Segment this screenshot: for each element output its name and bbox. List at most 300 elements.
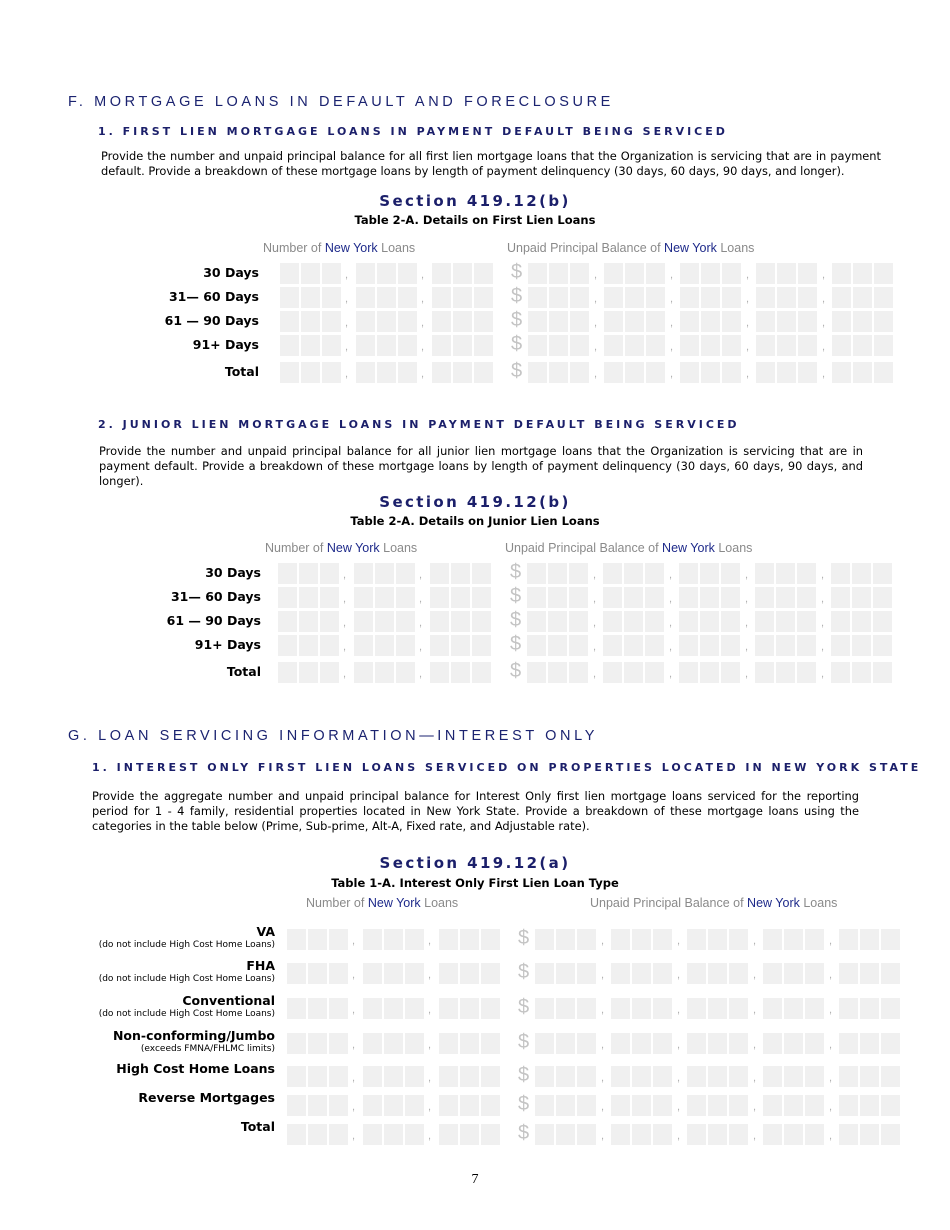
count-digit-box[interactable]: [308, 1095, 327, 1116]
count-digit-box[interactable]: [308, 998, 327, 1019]
count-digit-box[interactable]: [329, 998, 348, 1019]
loan-count-field[interactable]: [287, 1066, 502, 1087]
balance-digit-box[interactable]: [625, 263, 644, 284]
balance-digit-box[interactable]: [722, 263, 741, 284]
count-digit-box[interactable]: [481, 1095, 500, 1116]
count-digit-box[interactable]: [460, 929, 479, 950]
balance-digit-box[interactable]: [852, 662, 871, 683]
count-digit-box[interactable]: [451, 563, 470, 584]
count-digit-box[interactable]: [439, 1095, 458, 1116]
count-digit-box[interactable]: [405, 929, 424, 950]
balance-digit-box[interactable]: [708, 963, 727, 984]
balance-digit-box[interactable]: [832, 311, 851, 332]
count-digit-box[interactable]: [299, 587, 318, 608]
balance-digit-box[interactable]: [776, 587, 795, 608]
balance-digit-box[interactable]: [527, 611, 546, 632]
balance-digit-box[interactable]: [860, 929, 879, 950]
count-digit-box[interactable]: [439, 929, 458, 950]
count-digit-box[interactable]: [384, 1066, 403, 1087]
balance-digit-box[interactable]: [700, 587, 719, 608]
balance-digit-box[interactable]: [763, 929, 782, 950]
balance-digit-box[interactable]: [873, 563, 892, 584]
count-digit-box[interactable]: [299, 563, 318, 584]
balance-digit-box[interactable]: [679, 611, 698, 632]
balance-field[interactable]: [518, 963, 918, 984]
balance-digit-box[interactable]: [680, 263, 699, 284]
count-digit-box[interactable]: [356, 311, 375, 332]
balance-digit-box[interactable]: [874, 362, 893, 383]
balance-digit-box[interactable]: [646, 335, 665, 356]
balance-digit-box[interactable]: [528, 287, 547, 308]
balance-digit-box[interactable]: [603, 563, 622, 584]
count-digit-box[interactable]: [439, 1124, 458, 1145]
balance-digit-box[interactable]: [577, 929, 596, 950]
balance-digit-box[interactable]: [839, 963, 858, 984]
count-digit-box[interactable]: [384, 963, 403, 984]
count-digit-box[interactable]: [405, 1124, 424, 1145]
balance-digit-box[interactable]: [805, 1095, 824, 1116]
balance-digit-box[interactable]: [653, 929, 672, 950]
balance-digit-box[interactable]: [852, 563, 871, 584]
balance-digit-box[interactable]: [701, 362, 720, 383]
balance-digit-box[interactable]: [722, 311, 741, 332]
count-digit-box[interactable]: [453, 287, 472, 308]
count-digit-box[interactable]: [280, 263, 299, 284]
count-digit-box[interactable]: [287, 929, 306, 950]
balance-digit-box[interactable]: [646, 362, 665, 383]
balance-digit-box[interactable]: [873, 635, 892, 656]
count-digit-box[interactable]: [432, 287, 451, 308]
loan-count-field[interactable]: [278, 587, 493, 608]
balance-digit-box[interactable]: [797, 563, 816, 584]
balance-digit-box[interactable]: [873, 587, 892, 608]
balance-digit-box[interactable]: [853, 362, 872, 383]
balance-digit-box[interactable]: [569, 635, 588, 656]
balance-digit-box[interactable]: [701, 287, 720, 308]
balance-digit-box[interactable]: [687, 1033, 706, 1054]
balance-digit-box[interactable]: [756, 335, 775, 356]
count-digit-box[interactable]: [329, 1033, 348, 1054]
balance-digit-box[interactable]: [784, 998, 803, 1019]
count-digit-box[interactable]: [354, 587, 373, 608]
count-digit-box[interactable]: [320, 563, 339, 584]
count-digit-box[interactable]: [453, 311, 472, 332]
balance-digit-box[interactable]: [604, 335, 623, 356]
count-digit-box[interactable]: [322, 311, 341, 332]
balance-digit-box[interactable]: [632, 998, 651, 1019]
balance-digit-box[interactable]: [611, 1124, 630, 1145]
balance-digit-box[interactable]: [763, 1095, 782, 1116]
loan-count-field[interactable]: [280, 311, 495, 332]
balance-digit-box[interactable]: [645, 587, 664, 608]
balance-digit-box[interactable]: [570, 287, 589, 308]
count-digit-box[interactable]: [299, 662, 318, 683]
balance-digit-box[interactable]: [729, 1066, 748, 1087]
count-digit-box[interactable]: [405, 998, 424, 1019]
balance-digit-box[interactable]: [784, 1033, 803, 1054]
balance-digit-box[interactable]: [881, 1033, 900, 1054]
balance-digit-box[interactable]: [632, 929, 651, 950]
count-digit-box[interactable]: [322, 362, 341, 383]
balance-field[interactable]: [511, 311, 911, 332]
count-digit-box[interactable]: [451, 635, 470, 656]
balance-digit-box[interactable]: [853, 335, 872, 356]
balance-field[interactable]: [518, 1124, 918, 1145]
balance-digit-box[interactable]: [548, 635, 567, 656]
balance-digit-box[interactable]: [569, 587, 588, 608]
count-digit-box[interactable]: [398, 362, 417, 383]
count-digit-box[interactable]: [375, 635, 394, 656]
balance-digit-box[interactable]: [881, 929, 900, 950]
balance-digit-box[interactable]: [603, 662, 622, 683]
balance-digit-box[interactable]: [700, 611, 719, 632]
balance-digit-box[interactable]: [687, 1066, 706, 1087]
count-digit-box[interactable]: [432, 335, 451, 356]
balance-digit-box[interactable]: [831, 635, 850, 656]
count-digit-box[interactable]: [451, 587, 470, 608]
balance-digit-box[interactable]: [832, 263, 851, 284]
balance-digit-box[interactable]: [646, 287, 665, 308]
balance-digit-box[interactable]: [756, 287, 775, 308]
count-digit-box[interactable]: [301, 335, 320, 356]
balance-digit-box[interactable]: [777, 335, 796, 356]
count-digit-box[interactable]: [363, 1124, 382, 1145]
count-digit-box[interactable]: [301, 287, 320, 308]
balance-digit-box[interactable]: [645, 662, 664, 683]
balance-digit-box[interactable]: [721, 563, 740, 584]
count-digit-box[interactable]: [322, 263, 341, 284]
balance-digit-box[interactable]: [549, 287, 568, 308]
balance-digit-box[interactable]: [776, 662, 795, 683]
count-digit-box[interactable]: [377, 287, 396, 308]
balance-digit-box[interactable]: [776, 563, 795, 584]
count-digit-box[interactable]: [398, 335, 417, 356]
count-digit-box[interactable]: [453, 263, 472, 284]
balance-digit-box[interactable]: [805, 929, 824, 950]
balance-digit-box[interactable]: [527, 563, 546, 584]
balance-digit-box[interactable]: [777, 287, 796, 308]
count-digit-box[interactable]: [405, 1033, 424, 1054]
balance-digit-box[interactable]: [653, 963, 672, 984]
balance-field[interactable]: [510, 587, 910, 608]
balance-digit-box[interactable]: [577, 1095, 596, 1116]
balance-digit-box[interactable]: [535, 963, 554, 984]
count-digit-box[interactable]: [481, 998, 500, 1019]
balance-digit-box[interactable]: [556, 1066, 575, 1087]
balance-digit-box[interactable]: [611, 998, 630, 1019]
balance-digit-box[interactable]: [798, 287, 817, 308]
balance-digit-box[interactable]: [701, 311, 720, 332]
count-digit-box[interactable]: [287, 1033, 306, 1054]
balance-digit-box[interactable]: [646, 263, 665, 284]
balance-digit-box[interactable]: [805, 1066, 824, 1087]
balance-digit-box[interactable]: [527, 662, 546, 683]
count-digit-box[interactable]: [287, 1124, 306, 1145]
loan-count-field[interactable]: [287, 1033, 502, 1054]
balance-digit-box[interactable]: [831, 563, 850, 584]
count-digit-box[interactable]: [363, 1033, 382, 1054]
count-digit-box[interactable]: [278, 563, 297, 584]
count-digit-box[interactable]: [474, 311, 493, 332]
balance-digit-box[interactable]: [756, 311, 775, 332]
balance-digit-box[interactable]: [653, 998, 672, 1019]
count-digit-box[interactable]: [375, 587, 394, 608]
balance-digit-box[interactable]: [569, 662, 588, 683]
count-digit-box[interactable]: [320, 635, 339, 656]
balance-digit-box[interactable]: [611, 963, 630, 984]
count-digit-box[interactable]: [329, 1095, 348, 1116]
balance-field[interactable]: [518, 1095, 918, 1116]
count-digit-box[interactable]: [453, 362, 472, 383]
count-digit-box[interactable]: [398, 311, 417, 332]
balance-digit-box[interactable]: [680, 311, 699, 332]
balance-digit-box[interactable]: [721, 587, 740, 608]
balance-digit-box[interactable]: [831, 611, 850, 632]
count-digit-box[interactable]: [460, 963, 479, 984]
count-digit-box[interactable]: [308, 1124, 327, 1145]
count-digit-box[interactable]: [301, 263, 320, 284]
count-digit-box[interactable]: [363, 929, 382, 950]
count-digit-box[interactable]: [375, 611, 394, 632]
balance-digit-box[interactable]: [645, 611, 664, 632]
balance-digit-box[interactable]: [687, 1095, 706, 1116]
balance-digit-box[interactable]: [776, 635, 795, 656]
balance-digit-box[interactable]: [763, 1033, 782, 1054]
balance-digit-box[interactable]: [632, 963, 651, 984]
count-digit-box[interactable]: [474, 335, 493, 356]
balance-digit-box[interactable]: [860, 1124, 879, 1145]
balance-digit-box[interactable]: [646, 311, 665, 332]
count-digit-box[interactable]: [287, 963, 306, 984]
balance-field[interactable]: [511, 335, 911, 356]
count-digit-box[interactable]: [329, 963, 348, 984]
count-digit-box[interactable]: [377, 263, 396, 284]
balance-digit-box[interactable]: [528, 335, 547, 356]
count-digit-box[interactable]: [356, 362, 375, 383]
count-digit-box[interactable]: [278, 587, 297, 608]
balance-digit-box[interactable]: [756, 263, 775, 284]
balance-digit-box[interactable]: [528, 263, 547, 284]
balance-digit-box[interactable]: [624, 662, 643, 683]
count-digit-box[interactable]: [280, 335, 299, 356]
count-digit-box[interactable]: [472, 611, 491, 632]
balance-digit-box[interactable]: [604, 287, 623, 308]
balance-digit-box[interactable]: [853, 263, 872, 284]
balance-digit-box[interactable]: [535, 998, 554, 1019]
balance-digit-box[interactable]: [755, 563, 774, 584]
count-digit-box[interactable]: [472, 587, 491, 608]
balance-digit-box[interactable]: [556, 1033, 575, 1054]
balance-digit-box[interactable]: [611, 1095, 630, 1116]
balance-digit-box[interactable]: [687, 963, 706, 984]
balance-digit-box[interactable]: [860, 998, 879, 1019]
balance-digit-box[interactable]: [535, 1124, 554, 1145]
count-digit-box[interactable]: [398, 263, 417, 284]
balance-digit-box[interactable]: [873, 611, 892, 632]
balance-digit-box[interactable]: [798, 263, 817, 284]
balance-digit-box[interactable]: [577, 963, 596, 984]
count-digit-box[interactable]: [481, 1124, 500, 1145]
balance-digit-box[interactable]: [881, 1095, 900, 1116]
count-digit-box[interactable]: [460, 998, 479, 1019]
count-digit-box[interactable]: [481, 1066, 500, 1087]
balance-digit-box[interactable]: [549, 263, 568, 284]
count-digit-box[interactable]: [430, 587, 449, 608]
balance-digit-box[interactable]: [653, 1124, 672, 1145]
count-digit-box[interactable]: [405, 963, 424, 984]
count-digit-box[interactable]: [354, 563, 373, 584]
balance-digit-box[interactable]: [632, 1095, 651, 1116]
balance-digit-box[interactable]: [632, 1066, 651, 1087]
count-digit-box[interactable]: [377, 335, 396, 356]
count-digit-box[interactable]: [299, 635, 318, 656]
balance-digit-box[interactable]: [548, 662, 567, 683]
balance-digit-box[interactable]: [839, 1033, 858, 1054]
balance-digit-box[interactable]: [611, 929, 630, 950]
count-digit-box[interactable]: [322, 287, 341, 308]
balance-digit-box[interactable]: [556, 963, 575, 984]
count-digit-box[interactable]: [375, 662, 394, 683]
balance-digit-box[interactable]: [549, 335, 568, 356]
balance-digit-box[interactable]: [708, 1066, 727, 1087]
balance-digit-box[interactable]: [784, 1095, 803, 1116]
balance-digit-box[interactable]: [527, 587, 546, 608]
balance-field[interactable]: [518, 998, 918, 1019]
count-digit-box[interactable]: [301, 311, 320, 332]
balance-digit-box[interactable]: [625, 335, 644, 356]
count-digit-box[interactable]: [308, 1066, 327, 1087]
balance-digit-box[interactable]: [755, 635, 774, 656]
balance-digit-box[interactable]: [881, 998, 900, 1019]
balance-digit-box[interactable]: [839, 929, 858, 950]
count-digit-box[interactable]: [278, 635, 297, 656]
count-digit-box[interactable]: [320, 587, 339, 608]
count-digit-box[interactable]: [287, 998, 306, 1019]
balance-field[interactable]: [510, 662, 910, 683]
balance-digit-box[interactable]: [653, 1095, 672, 1116]
count-digit-box[interactable]: [439, 998, 458, 1019]
loan-count-field[interactable]: [280, 263, 495, 284]
balance-digit-box[interactable]: [548, 563, 567, 584]
count-digit-box[interactable]: [278, 611, 297, 632]
balance-digit-box[interactable]: [611, 1066, 630, 1087]
balance-digit-box[interactable]: [708, 1033, 727, 1054]
loan-count-field[interactable]: [287, 998, 502, 1019]
loan-count-field[interactable]: [278, 662, 493, 683]
balance-digit-box[interactable]: [535, 929, 554, 950]
balance-digit-box[interactable]: [729, 998, 748, 1019]
count-digit-box[interactable]: [451, 662, 470, 683]
count-digit-box[interactable]: [472, 635, 491, 656]
balance-digit-box[interactable]: [755, 611, 774, 632]
balance-digit-box[interactable]: [777, 263, 796, 284]
count-digit-box[interactable]: [460, 1033, 479, 1054]
balance-digit-box[interactable]: [797, 611, 816, 632]
balance-digit-box[interactable]: [729, 1124, 748, 1145]
balance-digit-box[interactable]: [604, 263, 623, 284]
balance-digit-box[interactable]: [839, 998, 858, 1019]
balance-digit-box[interactable]: [680, 335, 699, 356]
balance-field[interactable]: [511, 263, 911, 284]
balance-digit-box[interactable]: [797, 662, 816, 683]
loan-count-field[interactable]: [287, 1124, 502, 1145]
balance-digit-box[interactable]: [527, 635, 546, 656]
count-digit-box[interactable]: [356, 287, 375, 308]
count-digit-box[interactable]: [481, 1033, 500, 1054]
balance-field[interactable]: [511, 287, 911, 308]
balance-digit-box[interactable]: [701, 263, 720, 284]
balance-digit-box[interactable]: [625, 311, 644, 332]
loan-count-field[interactable]: [278, 635, 493, 656]
balance-digit-box[interactable]: [701, 335, 720, 356]
balance-digit-box[interactable]: [548, 611, 567, 632]
balance-digit-box[interactable]: [548, 587, 567, 608]
balance-digit-box[interactable]: [556, 1095, 575, 1116]
balance-digit-box[interactable]: [755, 587, 774, 608]
count-digit-box[interactable]: [430, 563, 449, 584]
count-digit-box[interactable]: [375, 563, 394, 584]
count-digit-box[interactable]: [322, 335, 341, 356]
balance-digit-box[interactable]: [784, 963, 803, 984]
count-digit-box[interactable]: [308, 929, 327, 950]
count-digit-box[interactable]: [439, 1033, 458, 1054]
count-digit-box[interactable]: [356, 263, 375, 284]
count-digit-box[interactable]: [460, 1124, 479, 1145]
count-digit-box[interactable]: [354, 635, 373, 656]
balance-digit-box[interactable]: [625, 287, 644, 308]
loan-count-field[interactable]: [287, 963, 502, 984]
balance-digit-box[interactable]: [831, 587, 850, 608]
balance-digit-box[interactable]: [729, 1033, 748, 1054]
count-digit-box[interactable]: [439, 1066, 458, 1087]
balance-field[interactable]: [511, 362, 911, 383]
count-digit-box[interactable]: [396, 563, 415, 584]
balance-digit-box[interactable]: [839, 1124, 858, 1145]
balance-digit-box[interactable]: [763, 998, 782, 1019]
count-digit-box[interactable]: [301, 362, 320, 383]
balance-digit-box[interactable]: [860, 1066, 879, 1087]
count-digit-box[interactable]: [472, 563, 491, 584]
balance-digit-box[interactable]: [679, 635, 698, 656]
balance-digit-box[interactable]: [645, 563, 664, 584]
count-digit-box[interactable]: [377, 362, 396, 383]
balance-digit-box[interactable]: [874, 263, 893, 284]
count-digit-box[interactable]: [320, 662, 339, 683]
balance-digit-box[interactable]: [860, 1095, 879, 1116]
balance-digit-box[interactable]: [700, 563, 719, 584]
count-digit-box[interactable]: [451, 611, 470, 632]
balance-digit-box[interactable]: [722, 335, 741, 356]
count-digit-box[interactable]: [287, 1095, 306, 1116]
balance-digit-box[interactable]: [708, 929, 727, 950]
balance-digit-box[interactable]: [777, 311, 796, 332]
balance-digit-box[interactable]: [687, 998, 706, 1019]
balance-digit-box[interactable]: [708, 1095, 727, 1116]
count-digit-box[interactable]: [287, 1066, 306, 1087]
balance-digit-box[interactable]: [687, 1124, 706, 1145]
count-digit-box[interactable]: [405, 1066, 424, 1087]
balance-digit-box[interactable]: [852, 587, 871, 608]
loan-count-field[interactable]: [280, 287, 495, 308]
balance-digit-box[interactable]: [679, 662, 698, 683]
balance-digit-box[interactable]: [687, 929, 706, 950]
balance-digit-box[interactable]: [798, 311, 817, 332]
balance-digit-box[interactable]: [708, 998, 727, 1019]
balance-digit-box[interactable]: [680, 362, 699, 383]
balance-field[interactable]: [510, 563, 910, 584]
balance-digit-box[interactable]: [679, 563, 698, 584]
balance-digit-box[interactable]: [784, 1124, 803, 1145]
